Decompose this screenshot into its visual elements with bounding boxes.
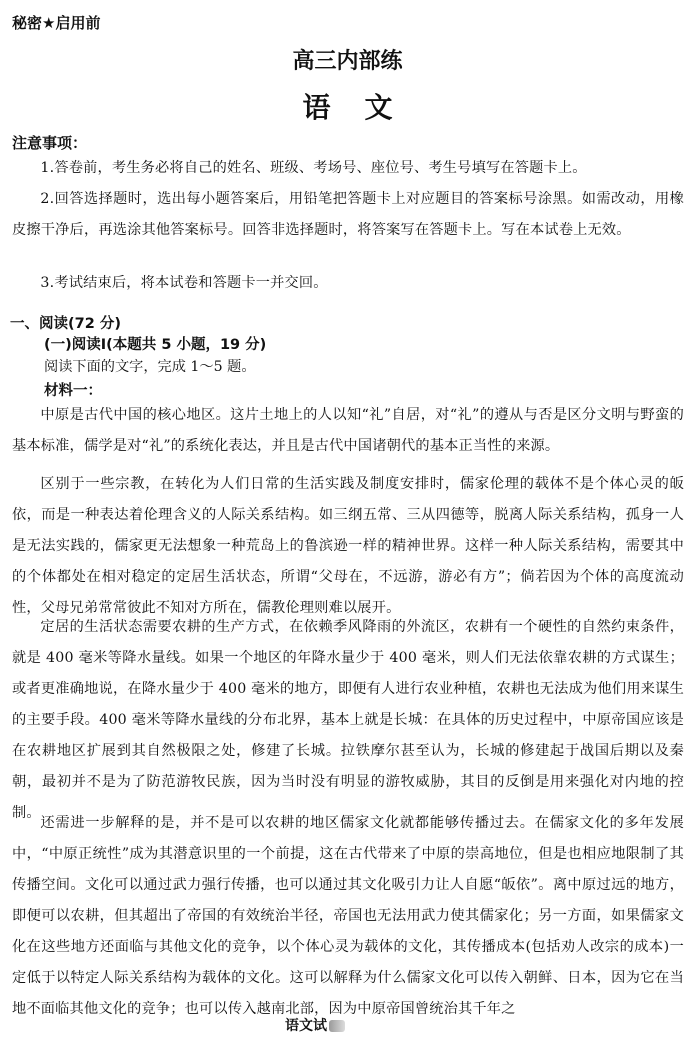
- notice-item-1: 1.答卷前，考生务必将自己的姓名、班级、考场号、座位号、考生号填写在答题卡上。: [40, 160, 587, 176]
- subsection-heading: (一)阅读Ⅰ(本题共 5 小题，19 分): [44, 337, 267, 353]
- page-footer: [285, 1015, 345, 1035]
- notice-item-2: 2.回答选择题时，选出每小题答案后，用铅笔把答题卡上对应题目的答案标号涂黑。如需改动，用橡皮擦干净后，再选涂其他答案标号。回答非选择题时，将答案写在答题卡上。写在本试卷上无效。: [12, 191, 684, 238]
- notice-item-3: 3.考试结束后，将本试卷和答题卡一并交回。: [40, 275, 328, 291]
- material-heading: 材料一：: [44, 383, 102, 399]
- footer-label: 语文试: [285, 1018, 327, 1034]
- confidential-label: 秘密★启用前: [12, 14, 101, 32]
- passage-paragraph-1: 中原是古代中国的核心地区。这片土地上的人以知“礼”自居，对“礼”的遵从与否是区分文明与野蛮的基本标准，儒学是对“礼”的系统化表达，并且是古代中国诸朝代的基本正当性的来源。: [12, 407, 684, 454]
- notice-heading: 注意事项：: [12, 134, 88, 152]
- exam-title: 高三内部练: [292, 49, 403, 74]
- subject-title: 语文: [302, 91, 427, 124]
- reading-instruction: 阅读下面的文字，完成 1～5 题。: [44, 359, 256, 375]
- section-heading: 一、阅读(72 分): [10, 316, 121, 332]
- passage-paragraph-4: 还需进一步解释的是，并不是可以农耕的地区儒家文化就都能够传播过去。在儒家文化的多年发展中，“中原正统性”成为其潜意识里的一个前提，这在古代带来了中原的崇高地位，但是也相应地限制了其传播空间。文化可以通过武力强行传播，也可以通过其文化吸引力让人自愿“皈依”。离中原过远的地方，即便可以农耕，但其超出了帝国的有效统治半径，帝国也无法用武力使其儒家化；另一方面，如果儒家文化在这些地方还面临与其他文化的竞争，以个体心灵为载体的文化，其传播成本(包括劝人改宗的成本)一定低于以特定人际关系结构为载体的文化。这可以解释为什么儒家文化可以传入朝鲜、日本，因为它在当地不面临其他文化的竞争；也可以传入越南北部，因为中原帝国曾统治其千年之: [12, 815, 684, 1017]
- passage-paragraph-2: 区别于一些宗教，在转化为人们日常的生活实践及制度安排时，儒家伦理的载体不是个体心灵的皈依，而是一种表达着伦理含义的人际关系结构。如三纲五常、三从四德等，脱离人际关系结构，孤身一人是无法实践的，儒家更无法想象一种荒岛上的鲁滨逊一样的精神世界。这样一种人际关系结构，需要其中的个体都处在相对稳定的定居生活状态，所谓“父母在，不远游，游必有方”；倘若因为个体的高度流动性，父母兄弟常常彼此不知对方所在，儒教伦理则难以展开。: [12, 476, 684, 616]
- passage-paragraph-3: 定居的生活状态需要农耕的生产方式，在依赖季风降雨的外流区，农耕有一个硬性的自然约束条件，就是 400 毫米等降水量线。如果一个地区的年降水量少于 400 毫米，则人们无法依靠农耕的方式谋生；或者更准确地说，在降水量少于 400 毫米的地方，即便有人进行农业种植，农耕也无法成为他们用来谋生的主要手段。400 毫米等降水量线的分布北界，基本上就是长城：在具体的历史过程中，中原帝国应该是在农耕地区扩展到其自然极限之处，修建了长城。拉铁摩尔甚至认为，长城的修建起于战国后期以及秦朝，最初并不是为了防范游牧民族，因为当时没有明显的游牧威胁，其目的反倒是用来强化对内地的控制。: [12, 619, 684, 821]
- blurred-page-number: [329, 1020, 345, 1032]
